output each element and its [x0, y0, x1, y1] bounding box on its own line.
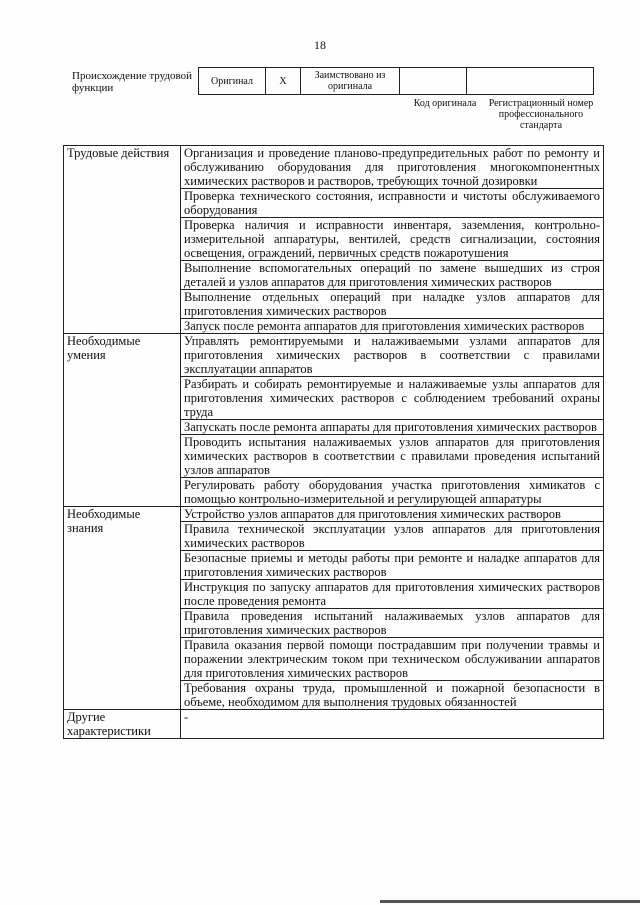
item-cell: Безопасные приемы и методы работы при ремонте и наладке аппаратов для приготовления химических растворов [181, 551, 604, 580]
reg-number-caption: Регистрационный номер профессионального стандарта [488, 98, 594, 131]
item-cell: Запускать после ремонта аппараты для приготовления химических растворов [181, 420, 604, 435]
item-cell: Проверка наличия и исправности инвентаря, заземления, контрольно-измерительной аппаратуры, вентилей, средств сигнализации, состояния освещения, ограждений, первичных средств пожаротушения [181, 218, 604, 261]
origin-label: Происхождение трудовой функции [72, 70, 193, 94]
item-cell: Проводить испытания налаживаемых узлов аппаратов для приготовления химических растворов в соответствии с правилами проведения испытаний узлов аппаратов [181, 435, 604, 478]
category-cell: Необходимые знания [64, 507, 181, 710]
reg-number-cell [467, 68, 594, 95]
item-cell: Разбирать и собирать ремонтируемые и налаживаемые узлы аппаратов для приготовления химических растворов с соблюдением требований охраны труда [181, 377, 604, 420]
item-cell: Правила проведения испытаний налаживаемых узлов аппаратов для приготовления химических растворов [181, 609, 604, 638]
labor-function-table [63, 145, 604, 739]
code-caption: Код оригинала [413, 98, 477, 109]
category-cell: Другие характеристики [64, 710, 181, 739]
item-cell: Требования охраны труда, промышленной и пожарной безопасности в объеме, необходимом для выполнения трудовых обязанностей [181, 681, 604, 710]
item-cell: Запуск после ремонта аппаратов для приготовления химических растворов [181, 319, 604, 334]
original-cell: Оригинал [199, 68, 266, 95]
category-cell: Трудовые действия [64, 146, 181, 334]
page-number: 18 [314, 38, 326, 52]
item-cell: Выполнение отдельных операций при наладке узлов аппаратов для приготовления химических растворов [181, 290, 604, 319]
original-mark: X [266, 68, 301, 95]
borrowed-cell: Заимствовано из оригинала [301, 68, 400, 95]
item-cell: Регулировать работу оборудования участка приготовления химикатов с помощью контрольно-измерительной и регулирующей аппаратуры [181, 478, 604, 507]
item-cell: Выполнение вспомогательных операций по замене вышедших из строя деталей и узлов аппаратов для приготовления химических растворов [181, 261, 604, 290]
item-cell: Проверка технического состояния, исправности и чистоты обслуживаемого оборудования [181, 189, 604, 218]
table-row [64, 710, 604, 739]
table-row [64, 334, 604, 377]
item-cell: Устройство узлов аппаратов для приготовления химических растворов [181, 507, 604, 522]
table-row [64, 146, 604, 189]
origin-table [198, 67, 594, 95]
item-cell: Инструкция по запуску аппаратов для приготовления химических растворов после проведения ремонта [181, 580, 604, 609]
item-cell: Правила оказания первой помощи пострадавшим при получении травмы и поражении электрическим током при техническом обслуживании аппаратов для приготовления химических растворов [181, 638, 604, 681]
item-cell: Организация и проведение планово-предупредительных работ по ремонту и обслуживанию оборудования для приготовления многокомпонентных химических растворов и растворов, требующих точной дозировки [181, 146, 604, 189]
table-row [64, 507, 604, 522]
item-cell: - [181, 710, 604, 739]
code-cell [400, 68, 467, 95]
scan-edge [380, 900, 640, 903]
category-cell: Необходимые умения [64, 334, 181, 507]
item-cell: Управлять ремонтируемыми и налаживаемыми узлами аппаратов для приготовления химических растворов в соответствии с правилами эксплуатации аппаратов [181, 334, 604, 377]
item-cell: Правила технической эксплуатации узлов аппаратов для приготовления химических растворов [181, 522, 604, 551]
